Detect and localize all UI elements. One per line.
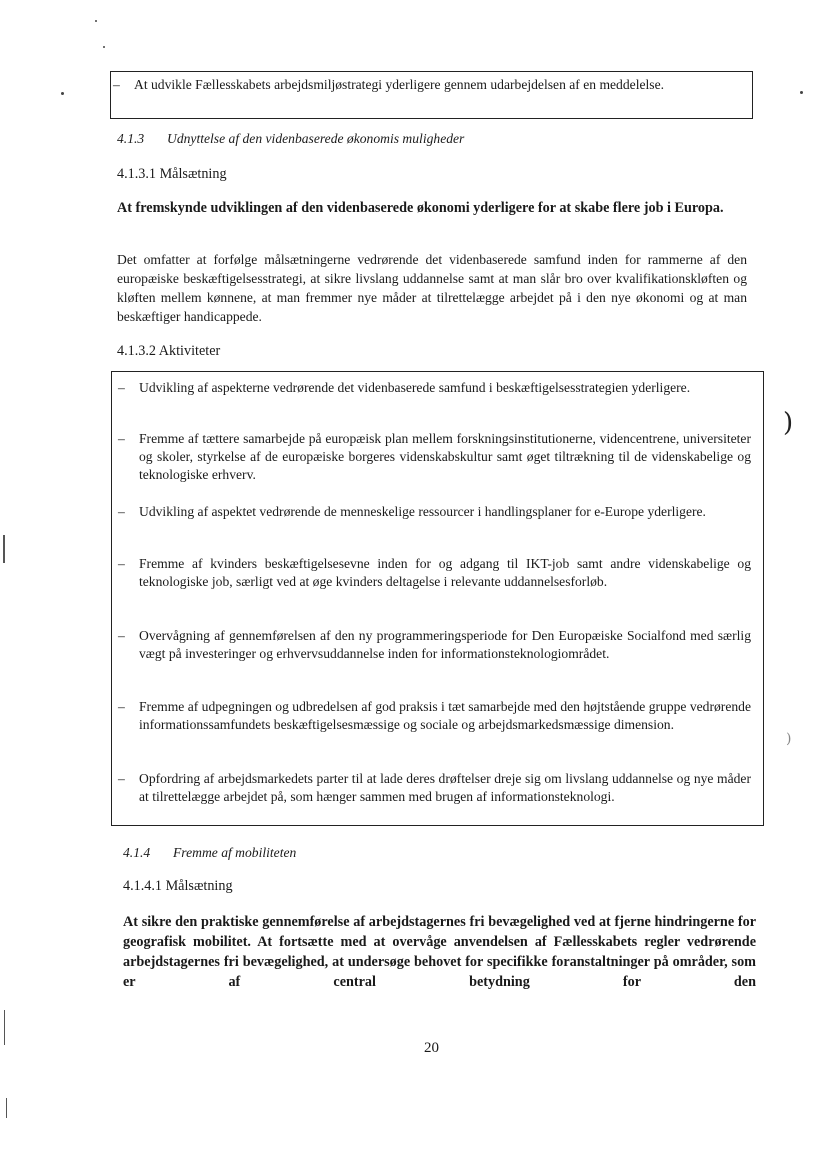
activity-item: – Fremme af udpegningen og udbredelsen af god praksis i tæt samarbejde med den højtstående gruppe vedrørende informationssamfundets beskæftigelsesmæssige og sociale og arbejdsmarkedsmæssige dimension.: [118, 699, 751, 732]
scan-mark: [4, 1010, 5, 1045]
section-4-1-4-1-heading: 4.1.4.1 Målsætning: [123, 878, 233, 894]
activity-item: – Fremme af tættere samarbejde på europæisk plan mellem forskningsinstitutionerne, videncentrene, universiteter og skoler, styrkelse af de europæiske borgeres videnskabskultur samt øget tiltrækning til de videnskabelige og teknologiske erhverv.: [118, 431, 751, 482]
activity-item: – Udvikling af aspekterne vedrørende det videnbaserede samfund i beskæftigelsesstrategien yderligere.: [118, 380, 691, 395]
section-4-1-3-2-heading: 4.1.3.2 Aktiviteter: [117, 343, 221, 359]
section-4-1-3-1-goal: At fremskynde udviklingen af den videnbaserede økonomi yderligere for at skabe flere job i Europa.: [117, 200, 724, 216]
section-number: 4.1.4: [123, 845, 151, 860]
section-number: 4.1.3: [117, 131, 145, 146]
scan-bracket-mark: ): [783, 408, 794, 438]
section-4-1-3-1-heading: 4.1.3.1 Målsætning: [117, 166, 227, 182]
page-number: 20: [424, 1040, 439, 1056]
section-4-1-3-heading: [117, 131, 464, 147]
section-4-1-3-1-body: Det omfatter at forfølge målsætningerne vedrørende det videnbaserede samfund inden for rammerne af den europæiske beskæftigelsesstrategi, at sikre livslang uddannelse samt at man slår bro over kvalifikationskløften og kløften mellem kønnene, at man fremmer nye måder at tilrettelægge arbejdet på i den nye økonomi og at man beskæftiger handicappede.: [117, 252, 747, 324]
section-title: Udnyttelse af den videnbaserede økonomis muligheder: [167, 131, 465, 146]
section-title: Fremme af mobiliteten: [173, 845, 297, 860]
section-4-1-4-1-goal: At sikre den praktiske gennemførelse af arbejdstagernes fri bevægelighed ved at fjerne hindringerne for geografisk mobilitet. At fortsætte med at overvåge anvendelsen af Fællesskabets regler vedrørende arbejdstagernes fri bevægelighed, at undersøge behovet for specifikke foranstaltninger på områder, som er af central betydning for den: [123, 914, 756, 990]
scan-speck: [800, 91, 803, 94]
scan-mark: [6, 1098, 7, 1118]
section-4-1-4-heading: [123, 845, 296, 861]
top-bullet-item: – At udvikle Fællesskabets arbejdsmiljøstrategi yderligere gennem udarbejdelsen af en meddelelse.: [113, 77, 664, 92]
activity-item: – Opfordring af arbejdsmarkedets parter til at lade deres drøftelser dreje sig om livslang uddannelse og nye måder at tilrettelægge arbejdet på, som hænger sammen med brugen af informationsteknologi.: [118, 771, 751, 804]
scan-speck: [103, 46, 105, 48]
scan-speck: [61, 92, 64, 95]
scan-mark: [3, 535, 5, 563]
activity-item: – Udvikling af aspektet vedrørende de menneskelige ressourcer i handlingsplaner for e-Europe yderligere.: [118, 504, 706, 519]
activity-item: – Fremme af kvinders beskæftigelsesevne inden for og adgang til IKT-job samt andre videnskabelige og teknologiske job, særligt ved at øge kvinders deltagelse i relevante uddannelsesforløb.: [118, 556, 751, 589]
scan-bracket-mark: ): [786, 731, 792, 747]
scan-speck: [95, 20, 97, 22]
activity-item: – Overvågning af gennemførelsen af den ny programmeringsperiode for Den Europæiske Socialfond med særlig vægt på investeringer og erhvervsuddannelse inden for informationsteknologiområdet.: [118, 628, 751, 661]
